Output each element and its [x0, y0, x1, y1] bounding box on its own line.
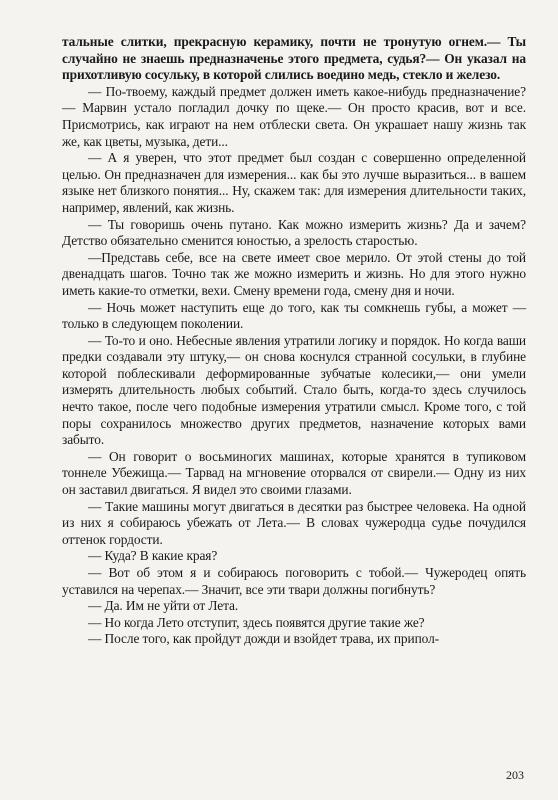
paragraph: — Но когда Лето отступит, здесь появятся другие такие же?: [88, 614, 425, 630]
paragraph: — Куда? В какие края?: [88, 548, 218, 564]
paragraph: — Да. Им не уйти от Лета.: [88, 598, 239, 614]
paragraph: — Он говорит о восьминогих машинах, которые хранятся в тупиковом тоннеле Убежища.— Тарвад на мгновение оторвался от свирели.— Одну из них он заставил двигаться. Я видел это своими глазами.: [62, 448, 526, 498]
paragraph: — Ты говоришь очень путано. Как можно измерить жизнь? Да и зачем? Детство обязательно сменится юностью, а зрелость старостью.: [62, 216, 526, 249]
paragraph: тальные слитки, прекрасную керамику, почти не тронутую огнем.— Ты случайно не знаешь предназначенье этого предмета, судья?— Он указал на прихотливую сосульку, в которой слились воедино медь, стекло и железо.: [62, 34, 526, 83]
paragraph: — Вот об этом я и собираюсь поговорить с тобой.— Чужеродец опять уставился на черепах.— Значит, все эти твари должны погибнуть?: [62, 565, 526, 597]
paragraph: — После того, как пройдут дожди и взойдет трава, их припол-: [88, 631, 440, 647]
paragraph: — А я уверен, что этот предмет был создан с совершенно определенной целью. Он предназначен для измерения... как бы это лучше выразиться... в вашем языке нет близкого понятия... Ну, скажем так: для измерения длительности таких, например, явлений, как жизнь.: [62, 150, 526, 215]
page-number: 203: [506, 768, 524, 782]
paragraph: — То-то и оно. Небесные явления утратили логику и порядок. Но когда ваши предки создавали эту штуку,— он снова коснулся странной сосульки, в глубине которой поблескивали деформированные зубчатые колесики,— они умели измерять длительность любых событий. Стало быть, когда-то здесь случилось нечто такое, после чего подобные измерения утратили смысл. Кроме того, с той поры сохранилось множество других предметов, назначение которых вами забыто.: [62, 332, 526, 448]
paragraph: — По-твоему, каждый предмет должен иметь какое-нибудь предназначение?— Марвин устало погладил дочку по щеке.— Он просто красив, вот и все. Присмотрись, как играют на нем отблески света. Он украшает нашу жизнь так же, как цветы, музыка, дети...: [62, 83, 526, 149]
paragraph: — Ночь может наступить еще до того, как ты сомкнешь губы, а может — только в следующем поколении.: [62, 299, 526, 332]
paragraph: — Такие машины могут двигаться в десятки раз быстрее человека. На одной из них я собираюсь убежать от Лета.— В словах чужеродца судье почудился оттенок гордости.: [62, 498, 526, 547]
paragraph: —Представь себе, все на свете имеет свое мерило. От этой стены до той двенадцать шагов. Точно так же можно измерить и жизнь. Но для этого нужно иметь какие-то отметки, вехи. Смену времени года, смену дня и ночи.: [62, 249, 526, 298]
page-text: [62, 34, 526, 648]
